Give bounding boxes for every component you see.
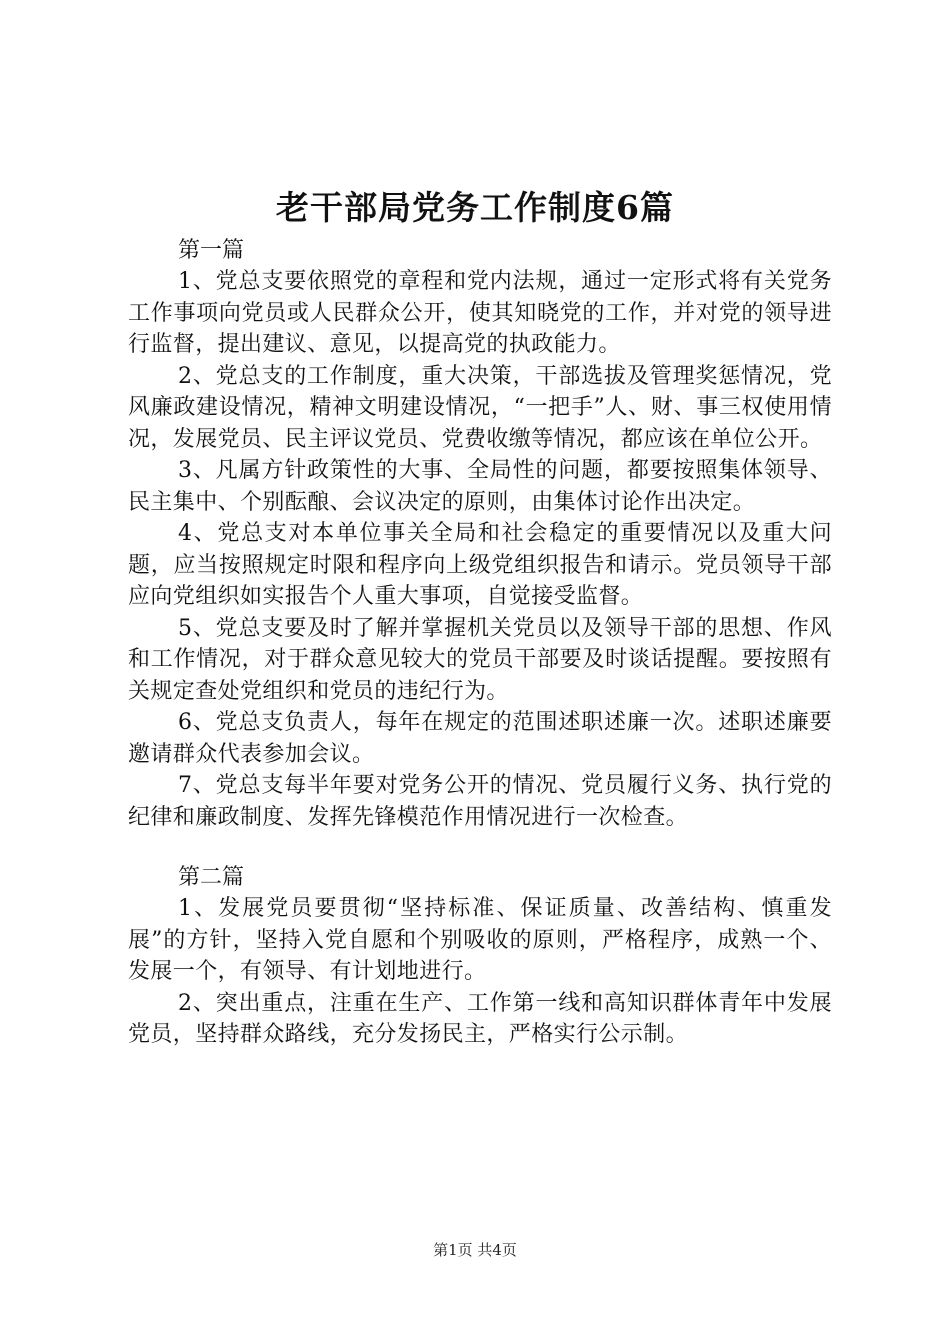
section-1: [128, 236, 832, 833]
document-title: 老干部局党务工作制度6篇: [276, 188, 674, 227]
paragraph: 7、党总支每半年要对党务公开的情况、党员履行义务、执行党的纪律和廉政制度、发挥先锋模范作用情况进行一次检查。: [128, 773, 832, 830]
paragraph: 4、党总支对本单位事关全局和社会稳定的重要情况以及重大问题，应当按照规定时限和程序向上级党组织报告和请示。党员领导干部应向党组织如实报告个人重大事项，自觉接受监督。: [128, 521, 832, 609]
document-body: [128, 236, 832, 1051]
section-heading: 第一篇: [178, 238, 245, 263]
paragraph: 3、凡属方针政策性的大事、全局性的问题，都要按照集体领导、民主集中、个别酝酿、会议决定的原则，由集体讨论作出决定。: [128, 458, 832, 515]
section-gap: [128, 833, 832, 863]
section-heading: 第二篇: [178, 865, 245, 890]
paragraph: 2、突出重点，注重在生产、工作第一线和高知识群体青年中发展党员，坚持群众路线，充分发扬民主，严格实行公示制。: [128, 990, 832, 1047]
page-footer: 第1页 共4页: [433, 1241, 517, 1259]
paragraph: 6、党总支负责人，每年在规定的范围述职述廉一次。述职述廉要邀请群众代表参加会议。: [128, 710, 832, 767]
paragraph: 2、党总支的工作制度，重大决策，干部选拔及管理奖惩情况，党风廉政建设情况，精神文明建设情况，“一把手”人、财、事三权使用情况，发展党员、民主评议党员、党费收缴等情况，都应该在单位公开。: [128, 363, 832, 452]
paragraph: 1、党总支要依照党的章程和党内法规，通过一定形式将有关党务工作事项向党员或人民群众公开，使其知晓党的工作，并对党的领导进行监督，提出建议、意见，以提高党的执政能力。: [128, 269, 832, 357]
section-2: [128, 863, 832, 1051]
paragraph: 5、党总支要及时了解并掌握机关党员以及领导干部的思想、作风和工作情况，对于群众意见较大的党员干部要及时谈话提醒。要按照有关规定查处党组织和党员的违纪行为。: [128, 615, 832, 704]
paragraph: 1、发展党员要贯彻“坚持标准、保证质量、改善结构、慎重发展”的方针，坚持入党自愿和个别吸收的原则，严格程序，成熟一个、发展一个，有领导、有计划地进行。: [128, 896, 832, 984]
